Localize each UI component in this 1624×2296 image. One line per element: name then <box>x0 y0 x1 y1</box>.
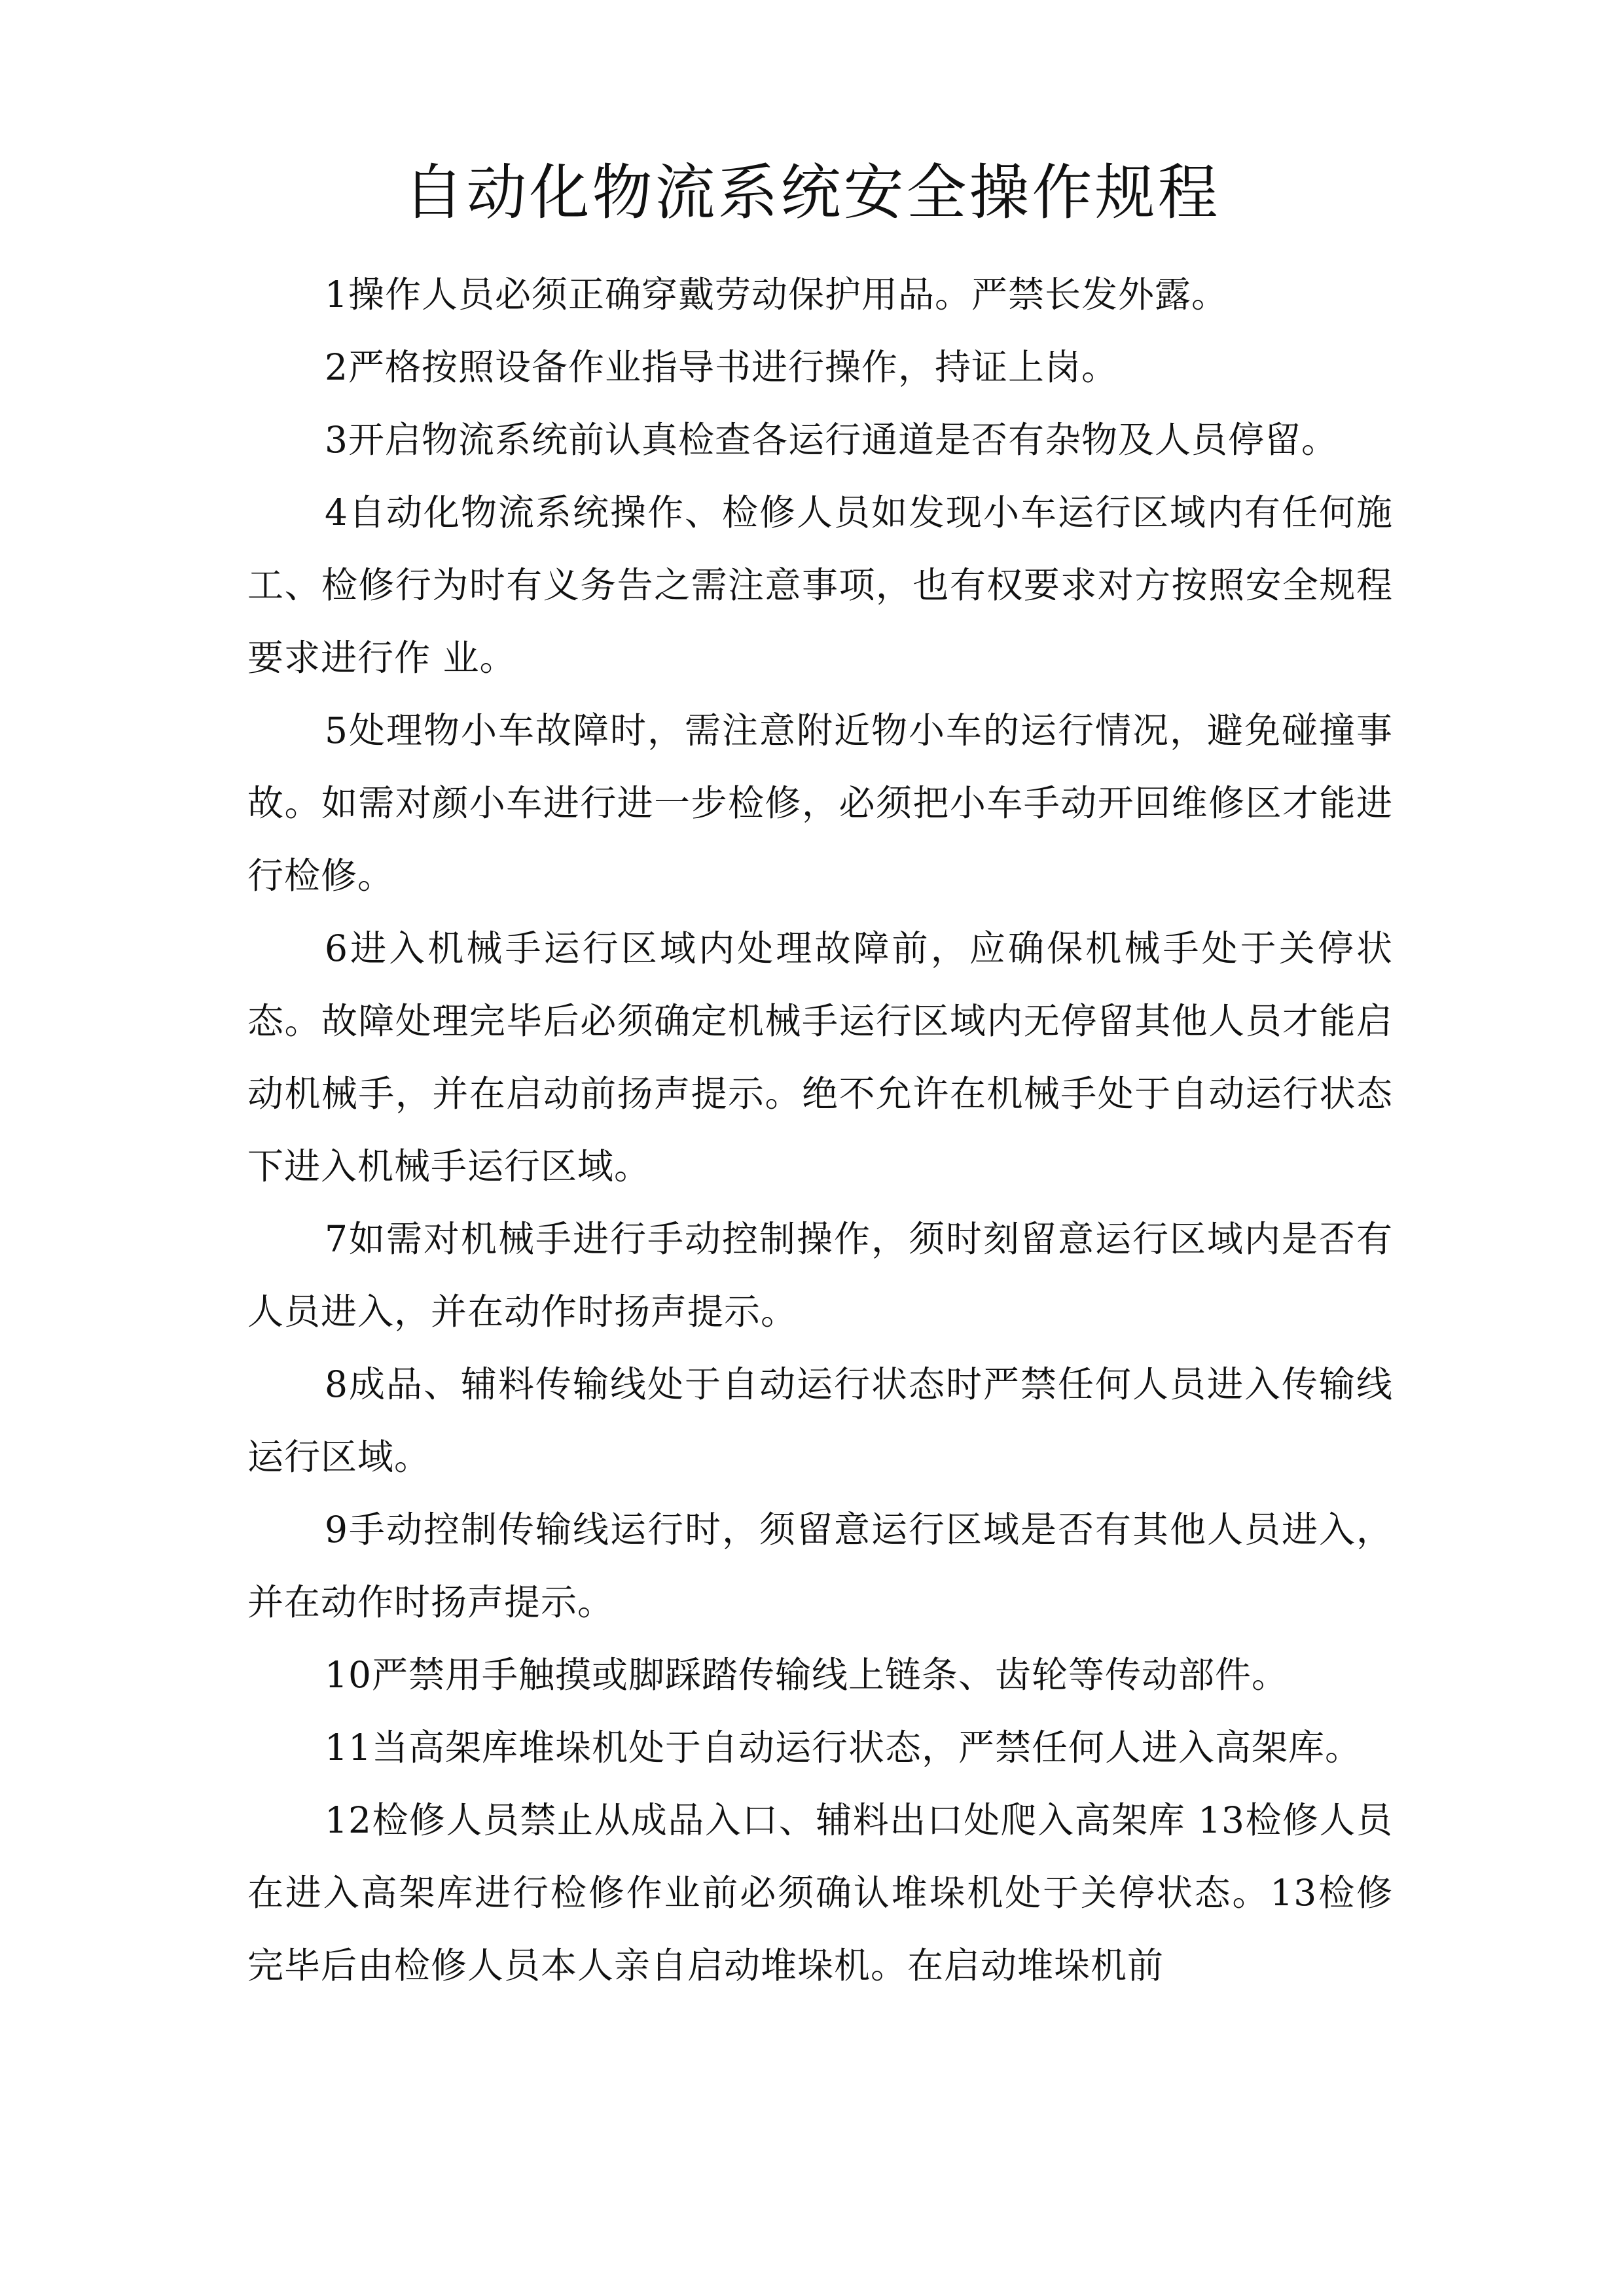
paragraph-7: 7如需对机械手进行手动控制操作，须时刻留意运行区域内是否有人员进入，并在动作时扬声提示。 <box>247 1218 1393 1333</box>
paragraph-10: 10严禁用手触摸或脚踩踏传输线上链条、齿轮等传动部件。 <box>325 1654 1288 1696</box>
paragraph-4: 4自动化物流系统操作、检修人员如发现小车运行区域内有任何施工、检修行为时有义务告之需注意事项，也有权要求对方按照安全规程要求进行作 业。 <box>247 492 1393 679</box>
paragraph-11: 11当高架库堆垛机处于自动运行状态，严禁任何人进入高架库。 <box>325 1727 1362 1768</box>
paragraph-9: 9手动控制传输线运行时，须留意运行区域是否有其他人员进入，并在动作时扬声提示。 <box>247 1509 1393 1623</box>
paragraph-5: 5处理物小车故障时，需注意附近物小车的运行情况，避免碰撞事故。如需对颜小车进行进一步检修，必须把小车手动开回维修区才能进行检修。 <box>247 709 1393 897</box>
paragraph-1: 1操作人员必须正确穿戴劳动保护用品。严禁长发外露。 <box>325 274 1228 315</box>
paragraph-3: 3开启物流系统前认真检查各运行通道是否有杂物及人员停留。 <box>325 419 1338 461</box>
paragraph-2: 2严格按照设备作业指导书进行操作，持证上岗。 <box>325 346 1118 388</box>
paragraph-8: 8成品、辅料传输线处于自动运行状态时严禁任何人员进入传输线运行区域。 <box>247 1363 1393 1478</box>
document-title: 自动化物流系统安全操作规程 <box>403 158 1221 228</box>
document-body <box>247 259 1393 2002</box>
paragraph-6: 6进入机械手运行区域内处理故障前，应确保机械手处于关停状态。故障处理完毕后必须确定机械手运行区域内无停留其他人员才能启动机械手，并在启动前扬声提示。绝不允许在机械手处于自动运行状态下进入机械手运行区域。 <box>247 927 1393 1187</box>
paragraph-12: 12检修人员禁止从成品入口、辅料出口处爬入高架库 13检修人员在进入高架库进行检修作业前必须确认堆垛机处于关停状态。13检修完毕后由检修人员本人亲自启动堆垛机。在启动堆垛机前 <box>247 1799 1393 1986</box>
